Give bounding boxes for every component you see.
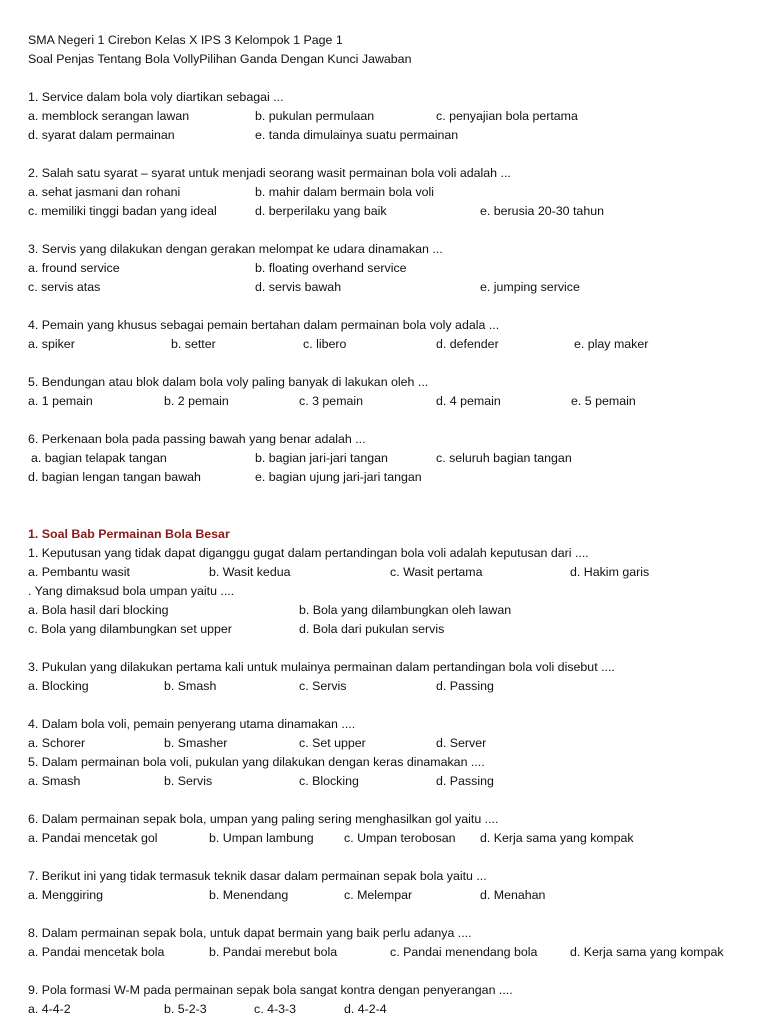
question-text: 8. Dalam permainan sepak bola, untuk dapat bermain yang baik perlu adanya ....: [28, 926, 472, 940]
option-d: d. 4 pemain: [436, 394, 501, 408]
option-a: a. sehat jasmani dan rohani: [28, 185, 181, 199]
options-row: [28, 449, 748, 468]
question-text: 5. Bendungan atau blok dalam bola voly paling banyak di lakukan oleh ...: [28, 375, 429, 389]
question-text: 1. Service dalam bola voly diartikan sebagai ...: [28, 90, 284, 104]
options-row: [28, 278, 748, 297]
option-b: b. Servis: [164, 774, 213, 788]
option-e: e. jumping service: [480, 280, 580, 294]
option-a: a. bagian telapak tangan: [31, 451, 167, 465]
option-a: a. Pandai mencetak bola: [28, 945, 165, 959]
option-c: c. Blocking: [299, 774, 359, 788]
option-e: e. bagian ujung jari-jari tangan: [255, 470, 422, 484]
option-a: a. fround service: [28, 261, 120, 275]
option-d: d. Passing: [436, 679, 494, 693]
option-d: d. bagian lengan tangan bawah: [28, 470, 201, 484]
options-row: [28, 392, 748, 411]
question-text: 3. Pukulan yang dilakukan pertama kali untuk mulainya permainan dalam pertandingan bola voli disebut ....: [28, 660, 615, 674]
option-b: b. floating overhand service: [255, 261, 407, 275]
option-b: b. setter: [171, 337, 216, 351]
option-b: b. Umpan lambung: [209, 831, 314, 845]
option-a: a. Pembantu wasit: [28, 565, 130, 579]
option-d: d. Hakim garis: [570, 565, 650, 579]
option-d: d. Bola dari pukulan servis: [299, 622, 445, 636]
option-c: c. Wasit pertama: [390, 565, 483, 579]
question-text: 6. Dalam permainan sepak bola, umpan yang paling sering menghasilkan gol yaitu ....: [28, 812, 499, 826]
option-a: a. Menggiring: [28, 888, 104, 902]
options-row: [28, 468, 748, 487]
option-e: e. play maker: [574, 337, 649, 351]
question-text: 4. Pemain yang khusus sebagai pemain bertahan dalam permainan bola voly adala ...: [28, 318, 500, 332]
option-c: c. seluruh bagian tangan: [436, 451, 572, 465]
option-d: d. Kerja sama yang kompak: [480, 831, 634, 845]
option-a: a. spiker: [28, 337, 75, 351]
options-row: [28, 886, 748, 905]
options-row: [28, 1000, 748, 1019]
option-c: c. Pandai menendang bola: [390, 945, 538, 959]
option-e: e. berusia 20-30 tahun: [480, 204, 604, 218]
option-b: b. 5-2-3: [164, 1002, 207, 1016]
options-row: [28, 943, 748, 962]
option-d: d. Menahan: [480, 888, 546, 902]
option-b: b. pukulan permulaan: [255, 109, 375, 123]
options-row: [28, 335, 748, 354]
option-c: c. libero: [303, 337, 347, 351]
option-b: b. mahir dalam bermain bola voli: [255, 185, 435, 199]
option-d: d. berperilaku yang baik: [255, 204, 387, 218]
option-b: b. Smash: [164, 679, 217, 693]
option-d: d. defender: [436, 337, 499, 351]
question-text: 4. Dalam bola voli, pemain penyerang utama dinamakan ....: [28, 717, 356, 731]
option-b: b. 2 pemain: [164, 394, 229, 408]
options-row: [28, 202, 748, 221]
options-row: [28, 126, 748, 145]
header-line-1: SMA Negeri 1 Cirebon Kelas X IPS 3 Kelompok 1 Page 1: [28, 33, 343, 47]
options-row: [28, 677, 748, 696]
options-row: [28, 183, 748, 202]
option-b: b. bagian jari-jari tangan: [255, 451, 388, 465]
question-text: 2. Salah satu syarat – syarat untuk menjadi seorang wasit permainan bola voli adalah ...: [28, 166, 511, 180]
option-b: b. Wasit kedua: [209, 565, 291, 579]
option-c: c. Bola yang dilambungkan set upper: [28, 622, 232, 636]
options-row: [28, 563, 748, 582]
option-a: a. Schorer: [28, 736, 86, 750]
option-c: c. Servis: [299, 679, 347, 693]
option-b: b. Menendang: [209, 888, 289, 902]
question-text: 1. Keputusan yang tidak dapat diganggu gugat dalam pertandingan bola voli adalah keputusan dari ....: [28, 546, 589, 560]
option-b: b. Bola yang dilambungkan oleh lawan: [299, 603, 512, 617]
option-d: d. Kerja sama yang kompak: [570, 945, 724, 959]
question-text: . Yang dimaksud bola umpan yaitu ....: [28, 584, 235, 598]
option-d: d. 4-2-4: [344, 1002, 387, 1016]
options-row: [28, 772, 748, 791]
option-c: c. 4-3-3: [254, 1002, 297, 1016]
option-d: d. Server: [436, 736, 487, 750]
option-a: a. memblock serangan lawan: [28, 109, 190, 123]
section-heading: 1. Soal Bab Permainan Bola Besar: [28, 527, 230, 541]
options-row: [28, 829, 748, 848]
document-page: [28, 31, 748, 1019]
question-text: 6. Perkenaan bola pada passing bawah yang benar adalah ...: [28, 432, 366, 446]
option-b: b. Pandai merebut bola: [209, 945, 338, 959]
options-row: [28, 601, 748, 620]
option-a: a. Blocking: [28, 679, 89, 693]
options-row: [28, 620, 748, 639]
question-text: 9. Pola formasi W-M pada permainan sepak bola sangat kontra dengan penyerangan ....: [28, 983, 513, 997]
question-text: 3. Servis yang dilakukan dengan gerakan melompat ke udara dinamakan ...: [28, 242, 443, 256]
option-b: b. Smasher: [164, 736, 228, 750]
option-c: c. memiliki tinggi badan yang ideal: [28, 204, 217, 218]
option-a: a. Bola hasil dari blocking: [28, 603, 169, 617]
option-d: d. Passing: [436, 774, 494, 788]
option-a: a. 1 pemain: [28, 394, 93, 408]
option-c: c. Melempar: [344, 888, 413, 902]
option-c: c. servis atas: [28, 280, 101, 294]
header-line-2: Soal Penjas Tentang Bola VollyPilihan Ganda Dengan Kunci Jawaban: [28, 52, 412, 66]
option-a: a. Smash: [28, 774, 81, 788]
question-text: 7. Berikut ini yang tidak termasuk teknik dasar dalam permainan sepak bola yaitu ...: [28, 869, 487, 883]
option-a: a. 4-4-2: [28, 1002, 71, 1016]
question-text: 5. Dalam permainan bola voli, pukulan yang dilakukan dengan keras dinamakan ....: [28, 755, 485, 769]
option-c: c. Set upper: [299, 736, 366, 750]
option-d: d. syarat dalam permainan: [28, 128, 175, 142]
options-row: [28, 734, 748, 753]
option-e: e. 5 pemain: [571, 394, 636, 408]
option-d: d. servis bawah: [255, 280, 342, 294]
option-c: c. 3 pemain: [299, 394, 364, 408]
option-c: c. Umpan terobosan: [344, 831, 456, 845]
options-row: [28, 107, 748, 126]
option-e: e. tanda dimulainya suatu permainan: [255, 128, 459, 142]
option-c: c. penyajian bola pertama: [436, 109, 578, 123]
option-a: a. Pandai mencetak gol: [28, 831, 158, 845]
options-row: [28, 259, 748, 278]
